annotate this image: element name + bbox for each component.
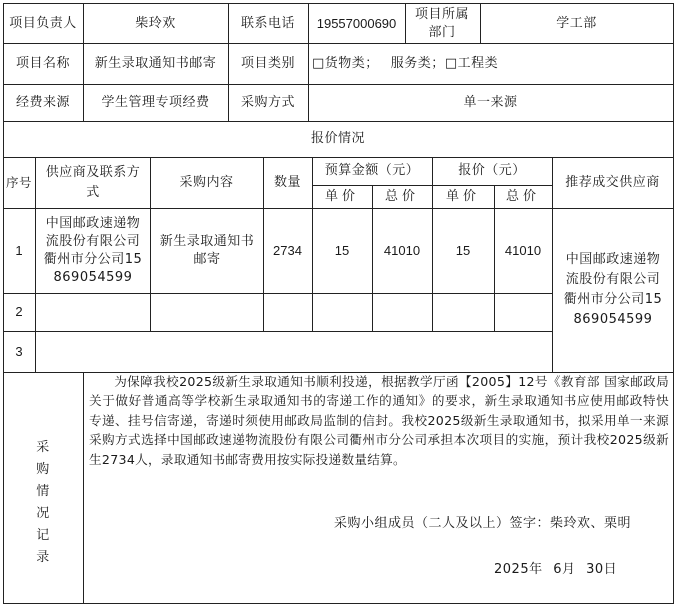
record-date: 2025年 6月 30日 [494,562,618,577]
rule [3,331,553,332]
row1-budget-unit: 15 [334,242,350,258]
dept-value: 学工部 [556,15,597,31]
project-category-label: 项目类别 [240,55,295,71]
record-paragraph: 为保障我校2025级新生录取通知书顺利投递，根据教学厅函【2005】12号《教育部 国家邮政局关于做好普通高等学校新生录取通知书的寄递工作的通知》的要求，新生录取通知书应使用邮政特快专递、挂号信寄递，寄递时须使用邮政局监制的信封。我校2025级新生录取通知书，拟采用单一来源采购方式选择中国邮政速递物流股份有限公司衢州市分公司承担本次项目的实施，预计我校2025级新生2734人，录取通知书邮寄费用按实际投递数量结算。 [89,374,669,467]
category-option-goods: □货物类； [312,55,379,71]
category-option-engineering: □工程类 [444,55,499,71]
rule [3,293,553,294]
row2-index: 2 [15,304,23,319]
row1-quote-total: 41010 [504,242,542,258]
procurement-method-label: 采购方式 [240,94,295,110]
category-option-services: 服务类； [390,55,445,71]
row1-index: 1 [15,242,23,258]
col-quantity-header: 数量 [273,174,301,190]
funding-source-label: 经费来源 [15,94,70,110]
funding-source-value: 学生管理专项经费 [101,94,210,110]
row1-budget-total: 41010 [383,242,421,258]
col-budget-header: 预算金额（元） [324,163,420,178]
row3-index: 3 [15,343,23,359]
rule [35,157,36,373]
signature-line: 采购小组成员（二人及以上）签字：柴玲欢、栗明 [334,516,632,531]
col-quote-total-header: 总价 [505,188,540,204]
project-category-options [308,43,673,84]
col-quote-unit-header: 单价 [445,188,480,204]
project-name-value: 新生录取通知书邮寄 [94,55,217,71]
dept-label: 项目所属部门 [414,6,469,40]
col-quote-header: 报价（元） [458,163,526,178]
phone-label: 联系电话 [240,15,295,31]
leader-label: 项目负责人 [9,15,77,31]
procurement-method-value: 单一来源 [463,94,518,110]
rule [83,372,84,604]
leader-value: 柴玲欢 [135,15,176,31]
row1-content: 新生录取通知书邮寄 [159,233,255,267]
col-index-header: 序号 [5,174,32,190]
quote-section-title: 报价情况 [310,131,365,146]
col-content-header: 采购内容 [179,174,234,190]
phone-value: 19557000690 [316,15,397,31]
col-budget-total-header: 总价 [384,188,419,204]
record-label: 采购情况记录 [36,440,50,565]
col-budget-unit-header: 单价 [324,188,359,204]
col-supplier-header: 供应商及联系方式 [45,164,141,200]
project-name-label: 项目名称 [15,55,70,71]
row1-supplier: 中国邮政速递物流股份有限公司衢州市分公司15869054599 [43,215,143,285]
rule [673,3,674,604]
rule [3,603,673,604]
col-recommended-header: 推荐成交供应商 [565,174,660,190]
recommended-supplier: 中国邮政速递物流股份有限公司衢州市分公司15869054599 [563,252,663,327]
row1-quantity: 2734 [273,242,302,258]
rule [405,3,406,44]
row1-quote-unit: 15 [455,242,471,258]
